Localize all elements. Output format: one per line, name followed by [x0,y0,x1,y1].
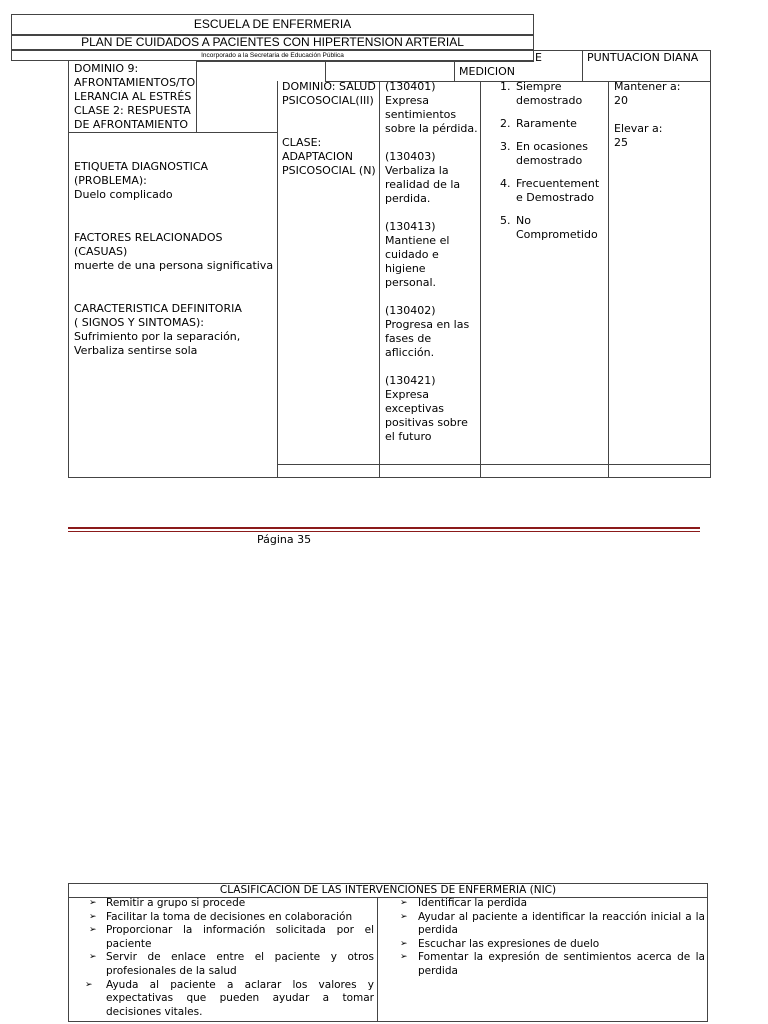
elevar-value: 25 [614,136,628,149]
etiqueta-diagnostica: ETIQUETA DIAGNOSTICA (PROBLEMA): Duelo complicado [74,160,274,202]
nic-left-list [69,897,374,1019]
dominio-9-block: DOMINIO 9: AFRONTAMIENTOS/TO LERANCIA AL ESTRÉS CLASE 2: RESPUESTA DE AFRONTAMIENTO [74,62,196,131]
scale-item-1: 1. Siempre demostrado [500,80,583,107]
measurement-scale [497,80,609,251]
scale-item-2: 2. Raramente [500,117,577,130]
mantener-value: 20 [614,94,628,107]
mantener-label: Mantener a: [614,80,681,93]
puntuacion-diana-header: PUNTUACION DIANA [587,51,699,64]
care-plan-table [0,0,768,490]
caracteristica-definitoria: CARACTERISTICA DEFINITORIA ( SIGNOS Y SINTOMAS): Sufrimiento por la separación, Verbaliza sentirse sola [74,302,242,357]
elevar-label: Elevar a: [614,122,663,135]
nic-right-item: ➢ Identificar la perdida [400,897,528,909]
target-score [614,80,709,150]
incorporation-text: Incorporado a la Secretaria de Educación Pública [201,52,344,59]
factores-value: muerte de una persona significativa [74,259,274,272]
nic-left-item: ➢ Proporcionar la información solicitada por el paciente [89,924,374,950]
indicator-130401: (130401) Expresa sentimientos sobre la pérdida. [385,80,478,135]
nic-left-item: ➢ Remitir a grupo si procede [89,897,246,909]
nic-left-item: ➢ Facilitar la toma de decisiones en colaboración [89,910,353,923]
nic-right-item: ➢ Ayudar al paciente a identificar la reacción inicial a la perdida [400,910,705,937]
clase-adaptacion: CLASE: ADAPTACION PSICOSOCIAL (N) [282,136,376,177]
diagnosis-value: Duelo complicado [74,188,173,201]
partial-header-e: E [535,51,542,64]
plan-title: PLAN DE CUIDADOS A PACIENTES CON HIPERTENSION ARTERIAL [81,35,464,49]
indicators-list [385,80,481,444]
indicator-130402: (130402) Progresa en las fases de aflicción. [385,304,470,359]
page-number: Página 35 [257,533,312,546]
nic-right-list [380,897,705,979]
nic-left-item: ➢ Ayuda al paciente a aclarar los valores y expectativas que pueden ayudar a tomar decisiones vitales. [85,978,374,1018]
dominio-salud-psicosocial: DOMINIO: SALUD PSICOSOCIAL(III) [282,80,376,107]
indicator-130403: (130403) Verbaliza la realidad de la perdida. [385,150,461,205]
scale-item-4: 4. Frecuentement e Demostrado [500,177,600,204]
nic-right-item: ➢ Escuchar las expresiones de duelo [400,937,600,950]
nic-title: CLASIFICACION DE LAS INTERVENCIONES DE ENFERMERIA (NIC) [69,884,707,898]
indicator-130421: (130421) Expresa exceptivas positivas sobre el futuro [385,374,468,443]
indicator-130413: (130413) Mantiene el cuidado e higiene personal. [385,220,450,289]
nic-table [68,883,708,1022]
medicion-header: MEDICION [459,65,515,78]
nic-right-item: ➢ Fomentar la expresión de sentimientos acerca de la perdida [400,951,705,977]
school-title: ESCUELA DE ENFERMERIA [193,17,352,31]
scale-item-5: 5. No Comprometido [500,214,598,241]
nic-left-item: ➢ Servir de enlace entre el paciente y otros profesionales de la salud [89,951,374,977]
factores-relacionados: FACTORES RELACIONADOS (CASUAS) muerte de una persona significativa [74,231,276,273]
scale-item-3: 3. En ocasiones demostrado [500,140,588,167]
footer-rule [68,527,700,532]
